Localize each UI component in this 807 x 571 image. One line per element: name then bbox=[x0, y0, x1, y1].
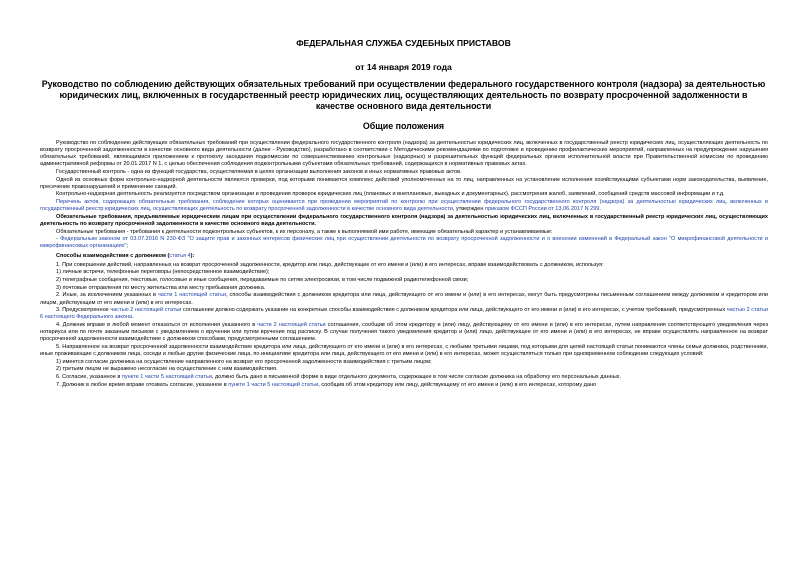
text-span: 7. Должник в любое время вправе отозвать согласие, указанное в bbox=[56, 381, 229, 388]
law-part-link[interactable]: частью 2 статьи 6 настоящего Федерального закона bbox=[40, 307, 768, 321]
document-body bbox=[40, 140, 768, 389]
list-item bbox=[40, 382, 768, 389]
list-item bbox=[40, 322, 768, 343]
paragraph: Государственный контроль - одна из функций государства, осуществляемая в целях организации выполнения законов и иных нормативных правовых актов. bbox=[56, 168, 462, 175]
paragraph: Контрольно-надзорная деятельность реализуется посредством организации и проведения проверок юридических лиц (плановых и внеплановых, выездных и документарных), рассмотрения жалоб, заявлений, сообщений средств массовой информации и т.д. bbox=[56, 191, 725, 198]
text-span: , сообщив об этом кредитору или лицу, действующему от его имени и (или) в его интересах, которому дано bbox=[318, 381, 597, 388]
text-span: соглашения, сообщив об этом кредитору и (или) лицу, действующему от его имени и (или) в его интересах, путем направления соответствующего уведомления через нотариуса или по почте заказным письмом с уведомлением о вручении или путем вручения под расписку. В случае получения такого уведомления кредитор и (или) лицо, действующее от его имени и (или) в его интересах, не вправе осуществлять направленное на возврат просроченной задолженности взаимодействие с должником способами, предусмотренными соглашением. bbox=[40, 321, 769, 343]
list-item: 5. Направленное на возврат просроченной задолженности взаимодействие кредитора или лица, действующего от его имени и (или) в его интересах, с любыми третьими лицами, под которыми для целей настоящей статьи понимаются члены семьи должника, родственники, иные проживающие с должником лица, соседи и любые другие физические лица, по инициативе кредитора или лица, действующего от его имени и (или) в его интересах, может осуществляться только при одновременном соблюдении следующих условий: bbox=[40, 343, 768, 357]
text-span: Способы взаимодействия с должником ( bbox=[56, 252, 170, 259]
text-span: . bbox=[132, 314, 134, 321]
federal-law-link[interactable]: Федеральным законом от 03.07.2016 N 230-ФЗ "О защите прав и законных интересов физических лиц при осуществлении деятельности по возврату просроченной задолженности и о внесении изменений в Федеральный закон "О микрофинансовой деятельности и микрофинансовых организациях" bbox=[40, 236, 768, 250]
list-item bbox=[40, 307, 768, 321]
text-span: , способы взаимодействия с должником кредитора или лица, действующего от его имени и (или) в его интересах, могут быть предусмотрены письменным соглашением между должником и кредитором или лицом, действующим от его имени и (или) в его интересах. bbox=[40, 292, 768, 306]
article-link[interactable]: статья 4 bbox=[169, 252, 191, 259]
paragraph: Обязательные требования - требования к деятельности подконтрольных субъектов, к их персоналу, а также к выполняемой ими работе, имеющие обязательный характер и устанавливаемые: bbox=[56, 228, 553, 235]
list-item: 1) имеется согласие должника на осуществление направленного на возврат его просроченной задолженности взаимодействия с третьим лицом; bbox=[56, 358, 432, 365]
document-date: от 14 января 2019 года bbox=[355, 62, 452, 72]
paragraph: Руководство по соблюдению действующих обязательных требований при осуществлении федерального государственного контроля (надзора) за деятельностью юридических лиц, включенных в государственный реестр юридических лиц, осуществляющих деятельность по возврату просроченной задолженности в качестве основного вида деятельности (далее - Руководство), разработано в соответствии с Методическими рекомендациями по подготовке и проведению профилактических мероприятий, направленных на предупреждение нарушения обязательных требований, являющимися приложением к протоколу заседания подкомиссии по совершенствованию контрольных (надзорных) и разрешительных функций федеральных органов исполнительной власти при Правительственной комиссии по проведению административной реформы от 20.01.2017 N 1, с целью обеспечения соблюдения подконтрольными субъектами обязательных требований, содержащихся в нормативных правовых актах. bbox=[40, 140, 768, 168]
part-link[interactable]: частью 2 настоящей статьи bbox=[110, 307, 182, 314]
text-span: 6. Согласие, указанное в bbox=[56, 374, 122, 380]
text-span: ; bbox=[126, 243, 129, 250]
part-link[interactable]: части 2 настоящей статьи bbox=[257, 321, 326, 328]
text-span: 4. Должник вправе в любой момент отказаться от исполнения указанного в bbox=[56, 321, 258, 328]
list-item: 3) почтовые отправления по месту жительства или месту пребывания должника. bbox=[56, 284, 266, 291]
text-span: . bbox=[599, 206, 601, 213]
text-span: 2. Иные, за исключением указанных в bbox=[56, 292, 158, 299]
requirements-heading: Обязательные требования, предъявляемые юридическим лицам при осуществлении федерального государственного контроля (надзора) за деятельностью юридических лиц, включенных в государственный реестр юридических лиц, осуществляющих деятельность по возврату просроченной задолженности в качестве основного вида деятельности. bbox=[40, 213, 768, 227]
list-item: 2) телеграфные сообщения, текстовые, голосовые и иные сообщения, передаваемые по сетям электросвязи, в том числе подвижной радиотелефонной связи; bbox=[56, 277, 469, 284]
list-item: 2) третьим лицом не выражено несогласие на осуществление с ним взаимодействия. bbox=[56, 366, 278, 373]
organization-heading: ФЕДЕРАЛЬНАЯ СЛУЖБА СУДЕБНЫХ ПРИСТАВОВ bbox=[296, 38, 511, 48]
acts-list-link[interactable]: Перечень актов, содержащих обязательные требования, соблюдение которых оценивается при проведении мероприятий по контролю при осуществлении федерального государственного контроля (надзора) за деятельностью юридических лиц, включенных в государственный реестр юридических лиц, осуществляющих деятельность по возврату просроченной задолженности в качестве основного вида деятельности bbox=[40, 199, 768, 213]
paragraph-acts-list bbox=[40, 199, 768, 213]
paragraph: Одной из основных форм контрольно-надзорной деятельности являются проверки, под которыми понимается комплекс действий уполномоченных на то лиц, направленных на установление исполнения хозяйствующими субъектами норм законодательства, выявление, пресечение правонарушений и применение санкций. bbox=[40, 176, 768, 190]
document-title: Руководство по соблюдению действующих обязательных требований при осуществлении федерального государственного контроля (надзора) за деятельностью юридических лиц, включенных в государственный реестр юридических лиц, осуществляющих деятельность по возврату просроченной задолженности в качестве основного вида деятельности bbox=[41, 79, 766, 112]
section-heading: Общие положения bbox=[362, 121, 445, 131]
text-span: - bbox=[56, 236, 61, 243]
order-link[interactable]: приказом ФССП России от 13.06.2017 N 299 bbox=[484, 206, 600, 213]
list-item: 1) личные встречи, телефонные переговоры (непосредственное взаимодействие); bbox=[56, 269, 270, 276]
list-item bbox=[40, 292, 768, 306]
point-link[interactable]: пункте 1 части 5 настоящей статьи bbox=[121, 374, 212, 380]
subsection-heading bbox=[40, 253, 768, 260]
text-span: 3. Предусмотренное bbox=[56, 307, 111, 314]
part-link[interactable]: части 1 настоящей статьи bbox=[157, 292, 227, 299]
paragraph-law bbox=[40, 236, 768, 250]
text-span: ): bbox=[190, 252, 195, 259]
list-item bbox=[40, 374, 768, 381]
text-span: , должно быть дано в письменной форме в виде отдельного документа, содержащее в том числе согласие должника на обработку его персональных данных. bbox=[211, 374, 621, 380]
list-item: 1. При совершении действий, направленных на возврат просроченной задолженности, кредитор или лицо, действующее от его имени и (или) в его интересах, вправе взаимодействовать с должником, используя: bbox=[56, 261, 604, 268]
point-link[interactable]: пункте 1 части 5 настоящей статьи bbox=[228, 381, 319, 388]
text-span: соглашение должно содержать указание на конкретные способы взаимодействия с должником кредитора или лица, действующего от его имени и (или) в его интересах, с учетом требований, предусмотренных bbox=[181, 307, 727, 314]
text-span: , утвержден bbox=[452, 206, 485, 213]
